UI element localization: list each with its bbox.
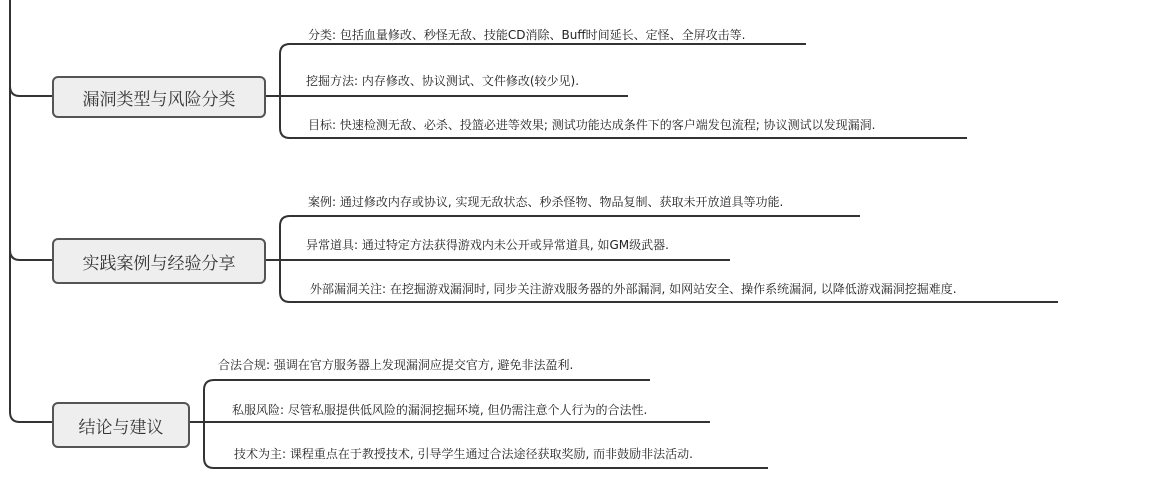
- branch3-bracket: [204, 380, 214, 468]
- branch-node-vulnerability-types[interactable]: 漏洞类型与风险分类: [52, 76, 266, 118]
- leaf-technology-focus: 技术为主: 课程重点在于教授技术, 引导学生通过合法途径获取奖励, 而非鼓励非法活动.: [234, 447, 693, 461]
- leaf-legal-compliance: 合法合规: 强调在官方服务器上发现漏洞应提交官方, 避免非法盈利.: [218, 358, 574, 372]
- leaf-mining-methods: 挖掘方法: 内存修改、协议测试、文件修改(较少见).: [306, 74, 580, 88]
- branch1-bracket: [280, 44, 290, 138]
- branch-node-conclusions[interactable]: 结论与建议: [52, 402, 190, 448]
- leaf-goals: 目标: 快速检测无敌、必杀、投篮必进等效果; 测试功能达成条件下的客户端发包流程; 协议测试以发现漏洞.: [308, 118, 876, 132]
- branch-node-practice-cases[interactable]: 实践案例与经验分享: [52, 238, 266, 284]
- trunk-connector-1: [10, 86, 52, 96]
- trunk-connector-2: [10, 250, 52, 260]
- leaf-abnormal-items: 异常道具: 通过特定方法获得游戏内未公开或异常道具, 如GM级武器.: [306, 238, 669, 252]
- trunk-line: [10, 0, 52, 422]
- leaf-private-server-risk: 私服风险: 尽管私服提供低风险的漏洞挖掘环境, 但仍需注意个人行为的合法性.: [232, 403, 648, 417]
- leaf-classification: 分类: 包括血量修改、秒怪无敌、技能CD消除、Buff时间延长、定怪、全屏攻击等.: [308, 28, 746, 42]
- leaf-external-vulnerabilities: 外部漏洞关注: 在挖掘游戏漏洞时, 同步关注游戏服务器的外部漏洞, 如网站安全、操作系统漏洞, 以降低游戏漏洞挖掘难度.: [310, 282, 957, 296]
- leaf-cases: 案例: 通过修改内存或协议, 实现无敌状态、秒杀怪物、物品复制、获取未开放道具等功能.: [308, 195, 784, 209]
